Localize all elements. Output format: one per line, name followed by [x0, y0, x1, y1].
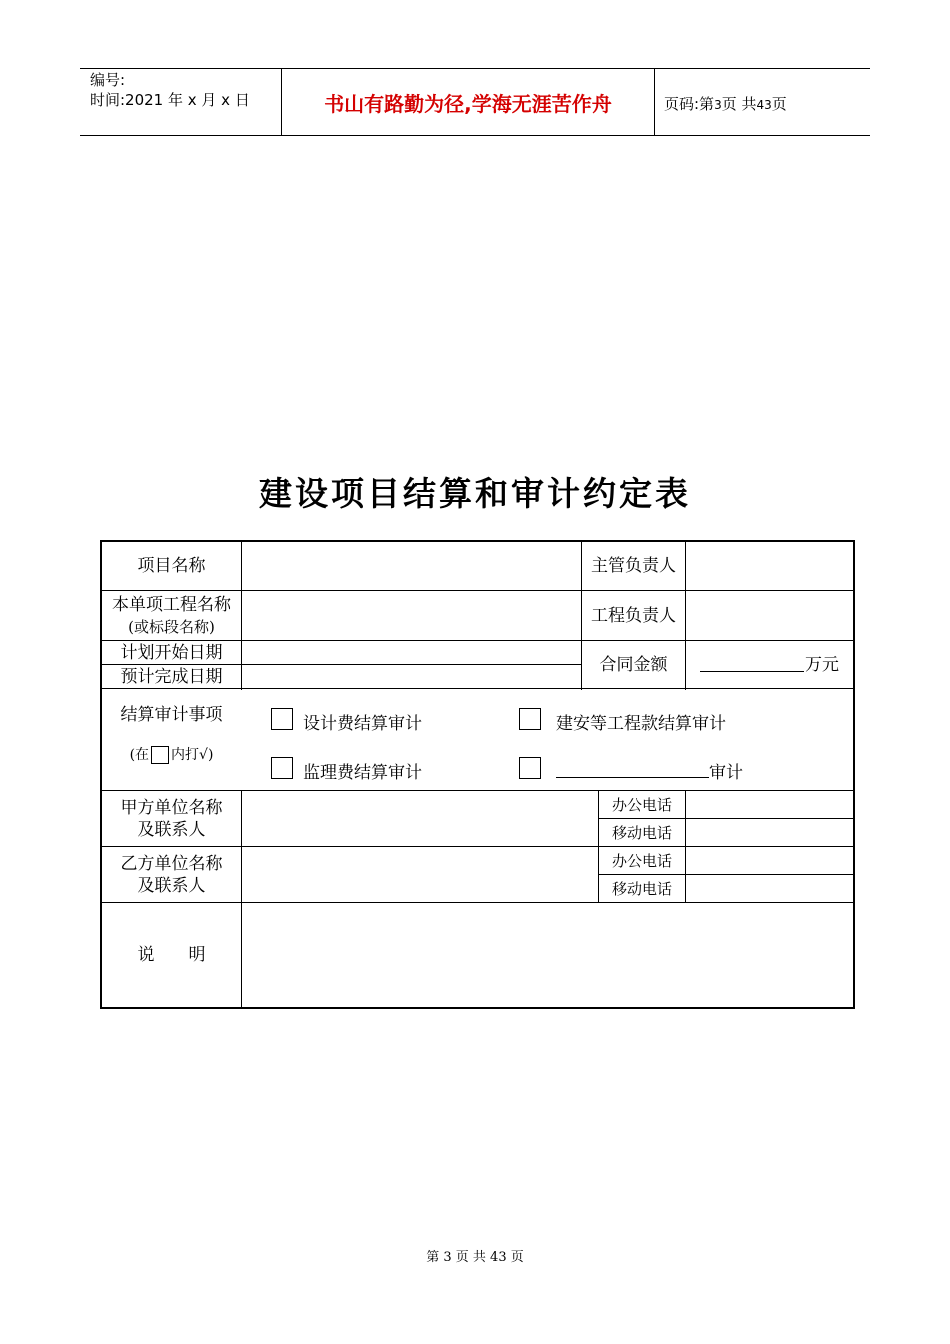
- checkbox-design-fee[interactable]: [271, 708, 293, 730]
- label-sub-project-line2: (或标段名称): [128, 617, 215, 636]
- label-project-name: 项目名称: [137, 556, 206, 576]
- label-party-a-line1: 甲方单位名称: [120, 797, 223, 818]
- checkbox-supervision-fee[interactable]: [271, 757, 293, 779]
- header-divider: [654, 68, 655, 136]
- table-border: [100, 1007, 855, 1009]
- label-audit-hint: [102, 742, 241, 768]
- checkbox-sample-icon: [151, 746, 169, 764]
- checkbox-other-audit[interactable]: [519, 757, 541, 779]
- page-footer: 第 3 页 共 43 页: [426, 1250, 524, 1265]
- party-a-field[interactable]: [242, 791, 598, 846]
- label-plan-start: 计划开始日期: [120, 642, 223, 663]
- audit-hint-pre: (在: [129, 747, 150, 763]
- other-audit-blank[interactable]: [556, 763, 709, 778]
- checkbox-construction[interactable]: [519, 708, 541, 730]
- plan-start-field[interactable]: [242, 641, 581, 664]
- label-party-b-line1: 乙方单位名称: [120, 853, 223, 874]
- party-a-mobile-phone-field[interactable]: [686, 819, 853, 846]
- label-sub-project: [102, 591, 241, 640]
- row-line: [100, 688, 855, 689]
- label-party-a-line2: 及联系人: [137, 819, 206, 840]
- label-plan-end: 预计完成日期: [120, 666, 223, 687]
- label-audit-items: 结算审计事项: [120, 705, 223, 725]
- label-party-a-mobile-phone: 移动电话: [611, 823, 672, 842]
- label-remarks: 说 明: [137, 945, 206, 965]
- label-party-b-line2: 及联系人: [137, 875, 206, 896]
- option-supervision-fee: 监理费结算审计: [303, 763, 422, 783]
- party-b-mobile-phone-field[interactable]: [686, 875, 853, 902]
- label-party-b-mobile-phone: 移动电话: [611, 879, 672, 898]
- header-meta: [90, 70, 250, 110]
- supervisor-field[interactable]: [686, 542, 853, 590]
- label-party-b-office-phone: 办公电话: [611, 851, 672, 870]
- remarks-field[interactable]: [242, 903, 853, 1007]
- header-page-info: [664, 93, 787, 114]
- label-party-b: [102, 847, 241, 902]
- option-other-audit: [556, 758, 743, 783]
- page-end: 页: [771, 95, 787, 113]
- amount-blank: [700, 657, 804, 672]
- label-party-a: [102, 791, 241, 846]
- audit-hint-post: 内打√): [171, 747, 214, 763]
- option-design-fee: 设计费结算审计: [303, 714, 422, 734]
- header-motto: 书山有路勤为径,学海无涯苦作舟: [324, 91, 612, 116]
- page-label: 页码:第: [664, 95, 715, 113]
- contract-amount-field[interactable]: [686, 641, 853, 688]
- plan-end-field[interactable]: [242, 665, 581, 688]
- other-audit-suffix: 审计: [709, 763, 743, 783]
- option-construction: 建安等工程款结算审计: [556, 714, 726, 734]
- doc-number-label: 编号:: [90, 71, 126, 89]
- label-contract-amount: 合同金额: [599, 654, 668, 675]
- doc-time-label: 时间:2021 年 x 月 x 日: [90, 91, 250, 109]
- page-total: 43: [756, 98, 772, 112]
- page-mid: 页 共: [721, 95, 757, 113]
- project-name-field[interactable]: [242, 542, 581, 590]
- party-b-office-phone-field[interactable]: [686, 847, 853, 874]
- table-border: [853, 540, 855, 1009]
- party-a-office-phone-field[interactable]: [686, 791, 853, 818]
- label-supervisor: 主管负责人: [591, 556, 676, 576]
- party-b-field[interactable]: [242, 847, 598, 902]
- label-sub-project-line1: 本单项工程名称: [112, 594, 231, 615]
- label-engineer: 工程负责人: [591, 605, 676, 626]
- engineer-field[interactable]: [686, 591, 853, 640]
- page-title: 建设项目结算和审计约定表: [259, 474, 691, 513]
- page-current: 3: [714, 98, 722, 112]
- amount-unit: 万元: [805, 654, 839, 675]
- label-party-a-office-phone: 办公电话: [611, 795, 672, 814]
- sub-project-field[interactable]: [242, 591, 581, 640]
